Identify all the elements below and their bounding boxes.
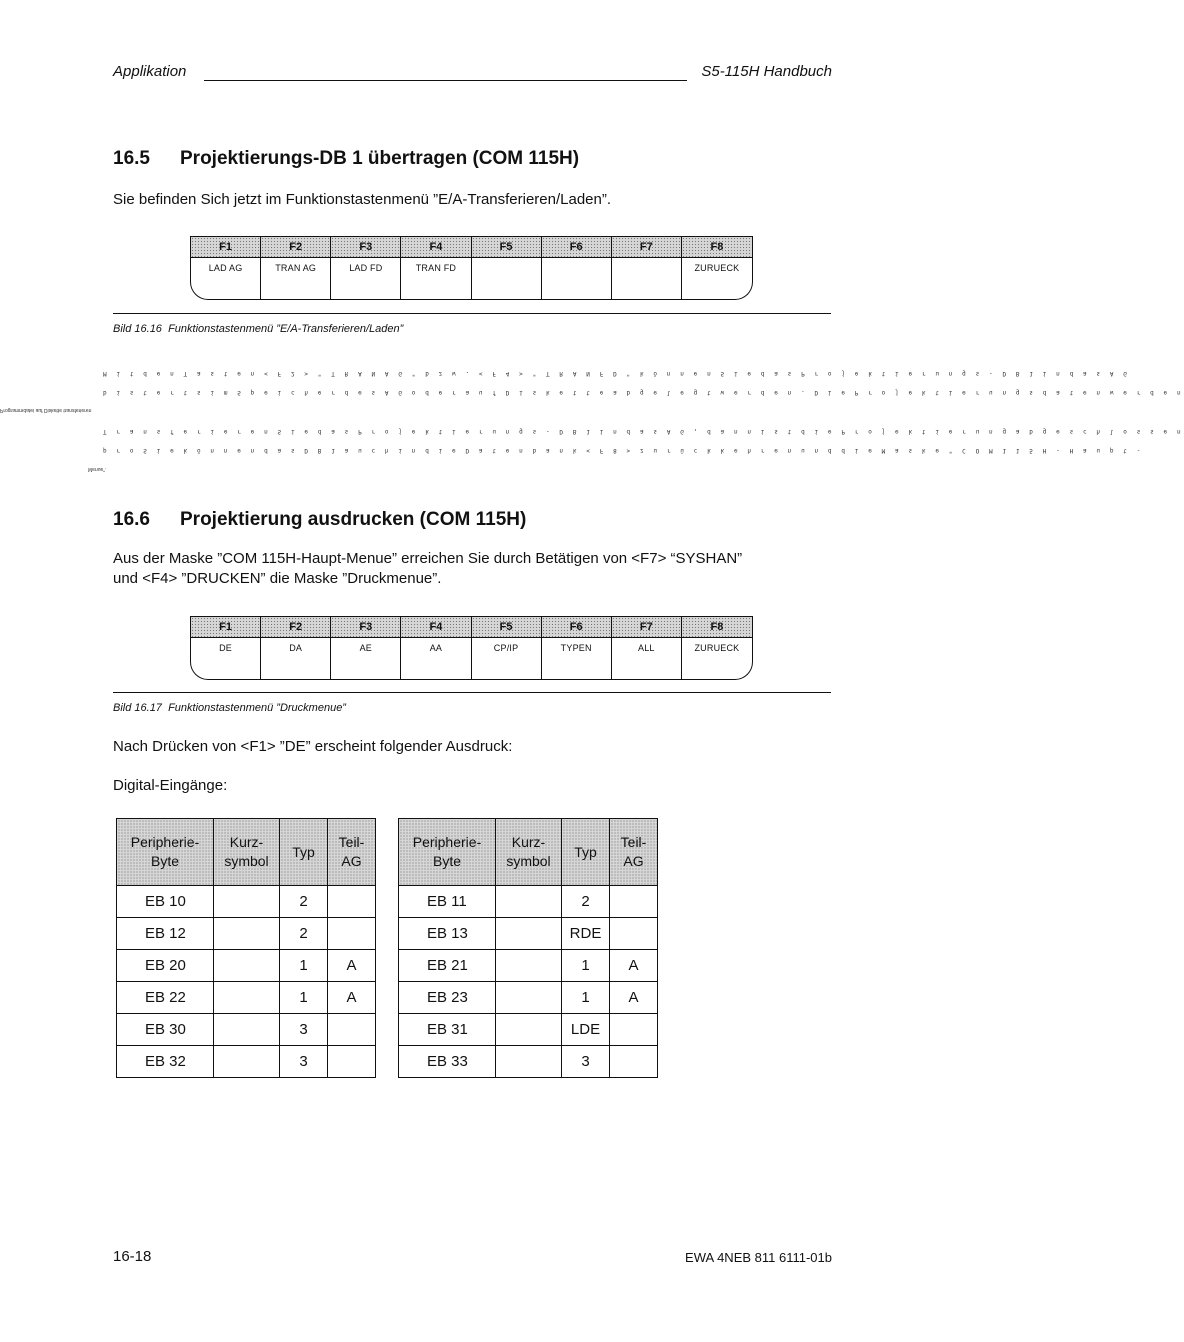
header-line: Byte — [432, 853, 461, 869]
cell-typ: 2 — [280, 886, 328, 918]
paragraph: Sie befinden Sich jetzt im Funktionstastenmenü ”E/A-Transferieren/Laden”. — [113, 191, 612, 208]
fkey-label: F6 — [542, 236, 611, 258]
fkey-label: F3 — [331, 236, 400, 258]
fkey-f3[interactable] — [331, 616, 401, 679]
cell-teil-ag — [328, 1046, 376, 1078]
page-number: 16-18 — [113, 1248, 152, 1265]
fkey-function: ZURUECK — [694, 643, 740, 653]
fkey-f6[interactable] — [542, 616, 612, 679]
table-row — [117, 950, 376, 982]
cell-teil-ag — [610, 918, 658, 950]
table-header-row — [117, 819, 376, 886]
cell-byte: EB 10 — [117, 886, 214, 918]
cell-byte: EB 13 — [399, 918, 496, 950]
cell-symbol — [496, 886, 562, 918]
fkey-label: F2 — [261, 236, 330, 258]
header-rule — [204, 80, 687, 81]
cell-symbol — [496, 918, 562, 950]
caption-text: Funktionstastenmenü ”Druckmenue” — [168, 702, 346, 714]
cell-byte: EB 11 — [399, 886, 496, 918]
cell-symbol — [214, 950, 280, 982]
fkey-f8[interactable] — [682, 236, 752, 299]
fkey-function: LAD AG — [208, 263, 243, 273]
cell-teil-ag — [610, 1046, 658, 1078]
fkey-f5[interactable] — [472, 616, 542, 679]
fkey-function: AE — [359, 643, 373, 653]
fkey-f1[interactable] — [191, 616, 261, 679]
garbled-text-line: b i s t e r t s i m S p e i c h e r d e s A G o d e r a u f D i s k e t t e a b g e l e g t w e r d e n . D i e P r o j e k t i e r u n g s d a t e n w e r d e n — [103, 389, 1184, 396]
cell-byte: EB 12 — [117, 918, 214, 950]
garbled-side-text: Menue". — [88, 466, 107, 472]
fkey-f8[interactable] — [682, 616, 752, 679]
cell-teil-ag — [610, 886, 658, 918]
cell-typ: LDE — [562, 1014, 610, 1046]
cell-teil-ag — [610, 1014, 658, 1046]
table-row — [117, 1014, 376, 1046]
header-kurzsymbol — [214, 819, 280, 886]
table-row — [399, 1046, 658, 1078]
garbled-text-line: M i t d e n T a s t e n < F 2 > " T R A N A G " b z w . < F 4 > " T R A N F D " k ö n n e n S i e d a s P r o j e k t i e r u n g s - D B 1 i n d a s A G — [103, 370, 1130, 377]
fkey-function: LAD FD — [349, 263, 383, 273]
cell-byte: EB 20 — [117, 950, 214, 982]
cell-byte: EB 21 — [399, 950, 496, 982]
fkey-function: DE — [219, 643, 233, 653]
header-line: Kurz- — [511, 834, 546, 850]
cell-symbol — [496, 982, 562, 1014]
fkey-f2[interactable] — [261, 236, 331, 299]
table-header-row — [399, 819, 658, 886]
fkey-label: F3 — [331, 616, 400, 638]
cell-typ: 1 — [562, 982, 610, 1014]
cell-teil-ag: A — [610, 982, 658, 1014]
fkey-label: F8 — [682, 236, 752, 258]
cell-teil-ag — [328, 918, 376, 950]
function-key-menu-print — [190, 616, 753, 680]
cell-byte: EB 22 — [117, 982, 214, 1014]
header-line: Typ — [574, 843, 597, 860]
fkey-label: F6 — [542, 616, 611, 638]
header-line: Byte — [150, 853, 179, 869]
header-line: AG — [623, 853, 644, 869]
fkey-label: F7 — [612, 616, 681, 638]
cell-byte: EB 31 — [399, 1014, 496, 1046]
cell-byte: EB 33 — [399, 1046, 496, 1078]
table-row — [399, 1014, 658, 1046]
cell-symbol — [214, 982, 280, 1014]
cell-symbol — [214, 1046, 280, 1078]
section-number: 16.6 — [113, 509, 150, 530]
header-typ — [562, 819, 610, 886]
cell-symbol — [214, 1014, 280, 1046]
cell-typ: 2 — [562, 886, 610, 918]
fkey-function: ZURUECK — [694, 263, 740, 273]
paragraph: Nach Drücken von <F1> ”DE” erscheint folgender Ausdruck: — [113, 738, 513, 755]
fkey-label: F4 — [401, 616, 470, 638]
header-kurzsymbol — [496, 819, 562, 886]
fkey-f1[interactable] — [191, 236, 261, 299]
figure-rule — [113, 313, 831, 314]
caption-label: Bild 16.16 — [113, 323, 162, 335]
table-row — [399, 886, 658, 918]
fkey-f3[interactable] — [331, 236, 401, 299]
cell-typ: 3 — [562, 1046, 610, 1078]
table-row — [117, 918, 376, 950]
fkey-function: CP/IP — [493, 643, 519, 653]
table-row — [399, 918, 658, 950]
paragraph-line: Aus der Maske ”COM 115H-Haupt-Menue” erreichen Sie durch Betätigen von <F7> “SYSHAN” — [113, 550, 743, 567]
cell-byte: EB 30 — [117, 1014, 214, 1046]
header-typ — [280, 819, 328, 886]
fkey-label: F7 — [612, 236, 681, 258]
caption-text: Funktionstastenmenü ”E/A-Transferieren/Laden” — [168, 323, 404, 335]
header-line: Typ — [292, 843, 315, 860]
cell-typ: RDE — [562, 918, 610, 950]
cell-typ: 1 — [280, 982, 328, 1014]
header-peripherie-byte — [117, 819, 214, 886]
subheading-digital-inputs — [113, 776, 227, 796]
fkey-label: F8 — [682, 616, 752, 638]
fkey-function: ALL — [638, 643, 655, 653]
table-row — [117, 1046, 376, 1078]
header-line: symbol — [506, 853, 551, 869]
caption-label: Bild 16.17 — [113, 702, 162, 714]
fkey-f6[interactable] — [542, 236, 612, 299]
section-heading-16-6 — [113, 509, 526, 531]
header-line: Teil- — [338, 834, 365, 850]
fkey-f5[interactable] — [472, 236, 542, 299]
fkey-label: F1 — [191, 616, 260, 638]
fkey-function: TRAN AG — [275, 263, 317, 273]
fkey-label: F1 — [191, 236, 260, 258]
fkey-label: F5 — [472, 236, 541, 258]
section-intro-text — [113, 549, 839, 589]
fkey-label: F5 — [472, 616, 541, 638]
cell-symbol — [496, 1046, 562, 1078]
cell-teil-ag: A — [328, 950, 376, 982]
paragraph-line: und <F4> ”DRUCKEN” die Maske ”Druckmenue”. — [113, 570, 442, 587]
cell-symbol — [214, 886, 280, 918]
cell-typ: 1 — [562, 950, 610, 982]
header-teil-ag — [610, 819, 658, 886]
running-header-right: S5-115H Handbuch — [701, 63, 832, 80]
cell-symbol — [496, 1014, 562, 1046]
cell-symbol — [496, 950, 562, 982]
fkey-function: TRAN FD — [415, 263, 457, 273]
fkey-f7[interactable] — [612, 236, 682, 299]
function-key-menu-transfer — [190, 236, 753, 300]
header-line: Peripherie- — [130, 834, 200, 850]
fkey-f7[interactable] — [612, 616, 682, 679]
garbled-text-line: p r o S i e k ö n n e n d a s D B 1 a u c h i n d i e D a t e n b a n k < F 8 > z u r ü c k k e h r e n u n d d i e M a s k e " C O M 1 1 5 H - H a u p t - — [103, 447, 1144, 454]
header-line: AG — [341, 853, 362, 869]
table-row — [399, 950, 658, 982]
header-line: Peripherie- — [412, 834, 482, 850]
cell-byte: EB 32 — [117, 1046, 214, 1078]
cell-typ: 3 — [280, 1046, 328, 1078]
digital-inputs-table-left — [116, 818, 376, 1078]
document-code: EWA 4NEB 811 6111-01b — [685, 1250, 832, 1265]
fkey-f4[interactable] — [401, 236, 471, 299]
header-teil-ag — [328, 819, 376, 886]
header-line: Teil- — [620, 834, 647, 850]
cell-typ: 1 — [280, 950, 328, 982]
table-row — [117, 982, 376, 1014]
cell-typ: 3 — [280, 1014, 328, 1046]
figure-rule — [113, 692, 831, 693]
fkey-f4[interactable] — [401, 616, 471, 679]
header-line: Kurz- — [229, 834, 264, 850]
fkey-function: AA — [429, 643, 443, 653]
cell-typ: 2 — [280, 918, 328, 950]
section-heading-16-5 — [113, 148, 579, 170]
fkey-label: F2 — [261, 616, 330, 638]
cell-teil-ag: A — [328, 982, 376, 1014]
cell-teil-ag — [328, 1014, 376, 1046]
table-row — [117, 886, 376, 918]
header-peripherie-byte — [399, 819, 496, 886]
fkey-f2[interactable] — [261, 616, 331, 679]
digital-inputs-table-right — [398, 818, 658, 1078]
cell-teil-ag — [328, 886, 376, 918]
section-intro-text — [113, 190, 611, 210]
subheading: Digital-Eingänge: — [113, 777, 228, 794]
header-line: symbol — [224, 853, 269, 869]
cell-teil-ag: A — [610, 950, 658, 982]
garbled-side-text: Programmdatei auf Diskette transferieren — [0, 407, 92, 413]
fkey-function: DA — [289, 643, 303, 653]
fkey-label: F4 — [401, 236, 470, 258]
figure-caption-16-17 — [113, 702, 346, 714]
fkey-function: TYPEN — [560, 643, 592, 653]
section-title: Projektierung ausdrucken (COM 115H) — [180, 509, 527, 530]
figure-caption-16-16 — [113, 323, 403, 335]
after-text — [113, 737, 512, 757]
section-number: 16.5 — [113, 148, 150, 169]
garbled-text-line: T r a n s f e r i e r e n S i e d a s P r o j e k t i e r u n g s - D B 1 i n d a s A G , d a n n i s t d i e P r o j e k t i e r u n g a b g e s c h l o s s e n — [103, 428, 1184, 435]
running-header-left: Applikation — [113, 63, 187, 80]
section-title: Projektierungs-DB 1 übertragen (COM 115H) — [180, 148, 580, 169]
cell-symbol — [214, 918, 280, 950]
table-row — [399, 982, 658, 1014]
cell-byte: EB 23 — [399, 982, 496, 1014]
